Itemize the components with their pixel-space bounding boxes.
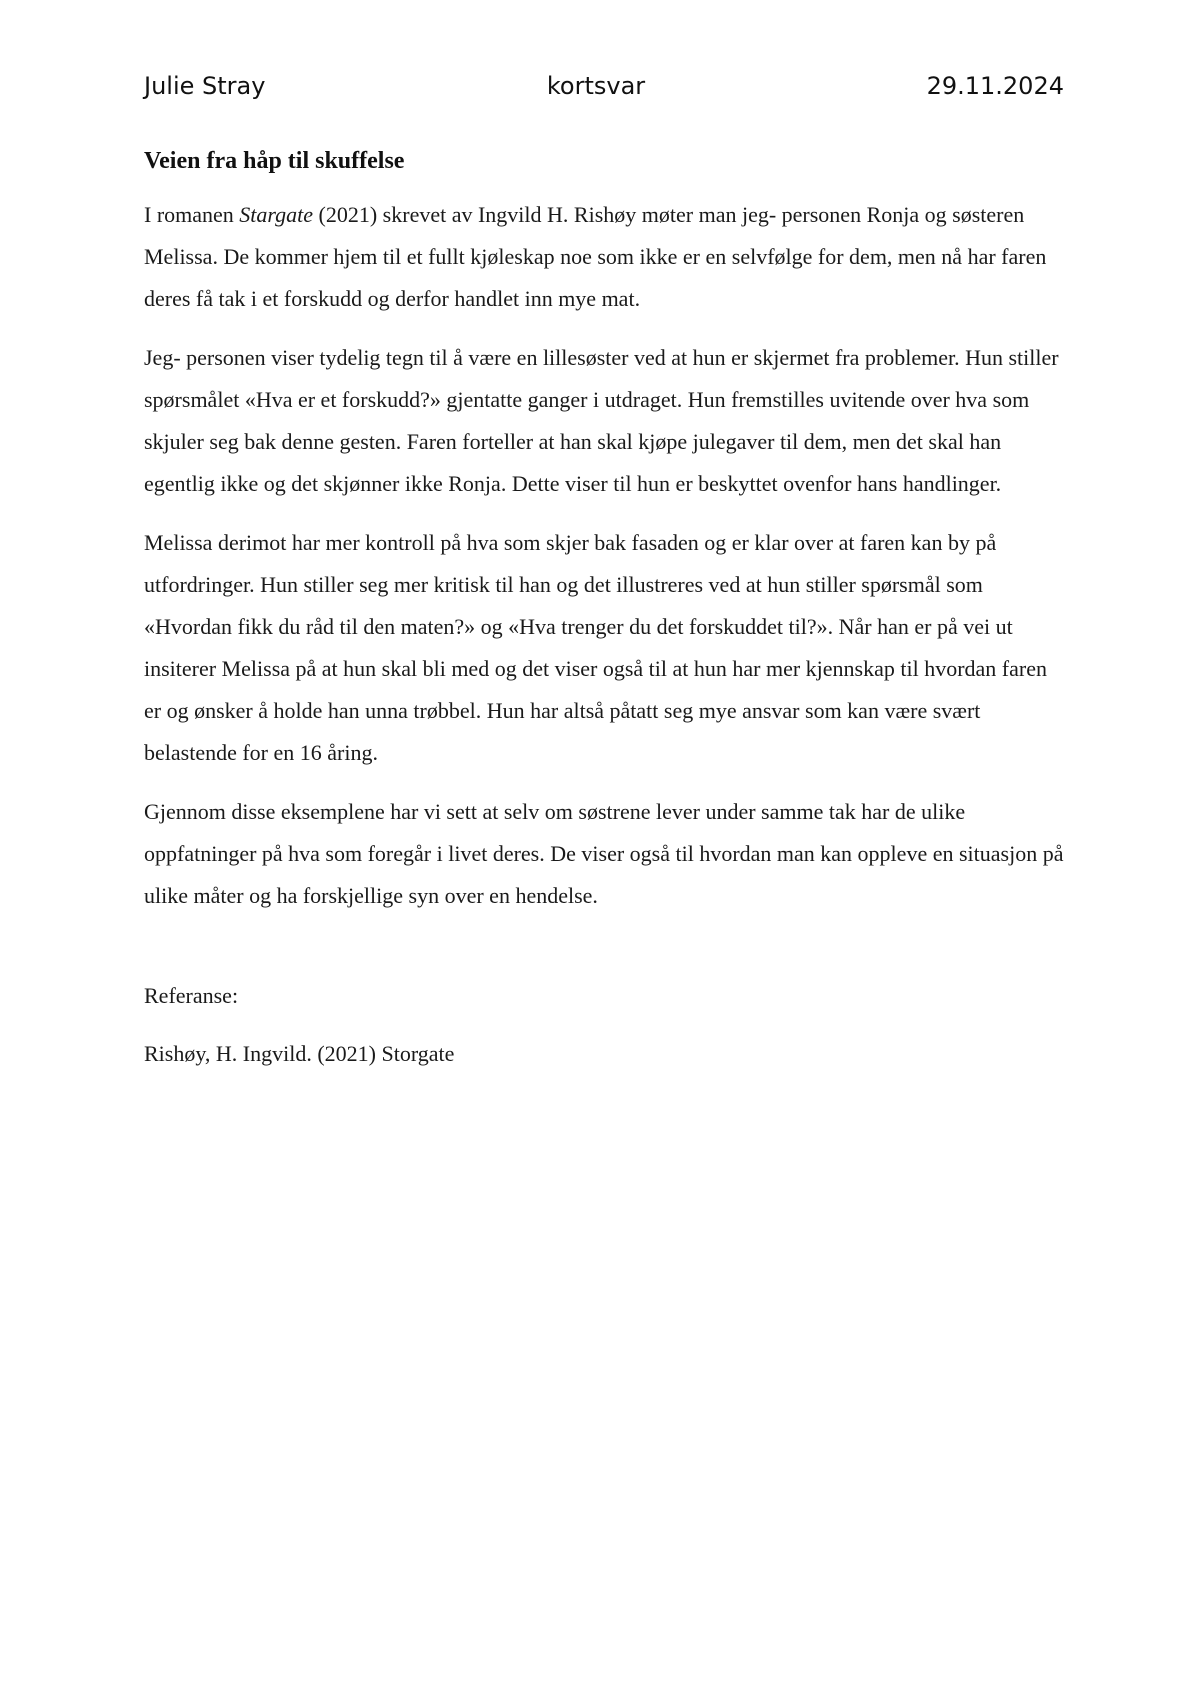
header-genre: kortsvar (546, 72, 646, 100)
document-body (144, 140, 1064, 1075)
references-section (144, 975, 1064, 1075)
references-label: Referanse: (144, 983, 239, 1008)
paragraph-melissa: Melissa derimot har mer kontroll på hva som skjer bak fasaden og er klar over at faren kan by på utfordringer. Hun stiller seg mer kritisk til han og det illustreres ved at hun stiller spørsmål som «Hvordan fikk du råd til den maten?» og «Hva trenger du det forskuddet til?». Når han er på vei ut insiterer Melissa på at hun skal bli med og det viser også til at hun har mer kjennskap til hvordan faren er og ønsker å holde han unna trøbbel. Hun har altså påtatt seg mye ansvar som kan være svært belastende for en 16 åring. (144, 530, 1047, 765)
header-author: Julie Stray (144, 72, 266, 100)
paragraph-ronja: Jeg- personen viser tydelig tegn til å være en lillesøster ved at hun er skjermet fra problemer. Hun stiller spørsmålet «Hva er et forskudd?» gjentatte ganger i utdraget. Hun fremstilles uvitende over hva som skjuler seg bak denne gesten. Faren forteller at han skal kjøpe julegaver til dem, men det skal han egentlig ikke og det skjønner ikke Ronja. Dette viser til hun er beskyttet ovenfor hans handlinger. (144, 345, 1059, 496)
book-title-italic: Stargate (239, 202, 314, 227)
page-header (144, 66, 1064, 106)
paragraph-intro-lead: I romanen (144, 202, 240, 227)
document-title: Veien fra håp til skuffelse (144, 148, 405, 174)
paragraph-intro-rest: (2021) skrevet av Ingvild H. Rishøy møter man jeg- personen Ronja og søsteren Melissa. De kommer hjem til et fullt kjøleskap noe som ikke er en selvfølge for dem, men nå har faren deres få tak i et forskudd og derfor handlet inn mye mat. (144, 202, 1047, 311)
reference-entry: Rishøy, H. Ingvild. (2021) Storgate (144, 1041, 455, 1066)
header-date: 29.11.2024 (926, 72, 1064, 100)
paragraph-intro (144, 194, 1064, 320)
paragraph-conclusion: Gjennom disse eksemplene har vi sett at selv om søstrene lever under samme tak har de ulike oppfatninger på hva som foregår i livet deres. De viser også til hvordan man kan oppleve en situasjon på ulike måter og ha forskjellige syn over en hendelse. (144, 799, 1064, 908)
